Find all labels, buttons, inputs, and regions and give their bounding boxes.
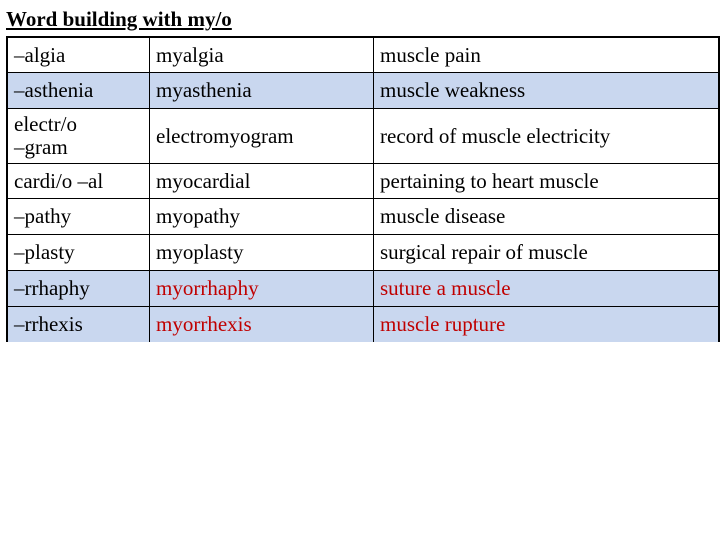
table-row <box>8 164 718 199</box>
table-row <box>8 271 718 307</box>
meaning-cell: suture a muscle <box>380 276 511 300</box>
word-building-table <box>6 36 720 342</box>
term-cell: myocardial <box>150 164 374 198</box>
combining-form-cell: –asthenia <box>8 73 150 108</box>
meaning-cell: pertaining to heart muscle <box>380 168 599 193</box>
meaning-cell: surgical repair of muscle <box>380 240 588 264</box>
term-cell: myorrhaphy <box>150 271 374 306</box>
page-title: Word building with my/o <box>6 7 232 31</box>
term-cell: myopathy <box>150 199 374 234</box>
meaning-cell: muscle rupture <box>380 312 506 336</box>
meaning-cell: muscle disease <box>380 204 506 228</box>
meaning-cell: muscle pain <box>380 42 481 67</box>
combining-form-line: electr/o <box>14 112 77 136</box>
combining-form-cell: –rrhaphy <box>8 271 150 306</box>
table-row <box>8 307 718 342</box>
table-row <box>8 38 718 73</box>
table-row <box>8 73 718 109</box>
combining-form-cell: –algia <box>8 38 150 72</box>
combining-form-line: –gram <box>14 135 68 159</box>
combining-form-cell: –pathy <box>8 199 150 234</box>
term-cell: myorrhexis <box>150 307 374 342</box>
combining-form-cell: cardi/o –al <box>8 164 150 198</box>
table-row <box>8 109 718 164</box>
table-row <box>8 235 718 271</box>
term-cell: myalgia <box>150 38 374 72</box>
meaning-cell: muscle weakness <box>380 78 526 102</box>
combining-form-cell: –rrhexis <box>8 307 150 342</box>
term-cell: myasthenia <box>150 73 374 108</box>
meaning-cell: record of muscle electricity <box>380 123 611 148</box>
table-row <box>8 199 718 235</box>
term-cell: myoplasty <box>150 235 374 270</box>
combining-form-cell: –plasty <box>8 235 150 270</box>
term-cell: electromyogram <box>150 109 374 163</box>
combining-form-cell <box>8 109 150 163</box>
